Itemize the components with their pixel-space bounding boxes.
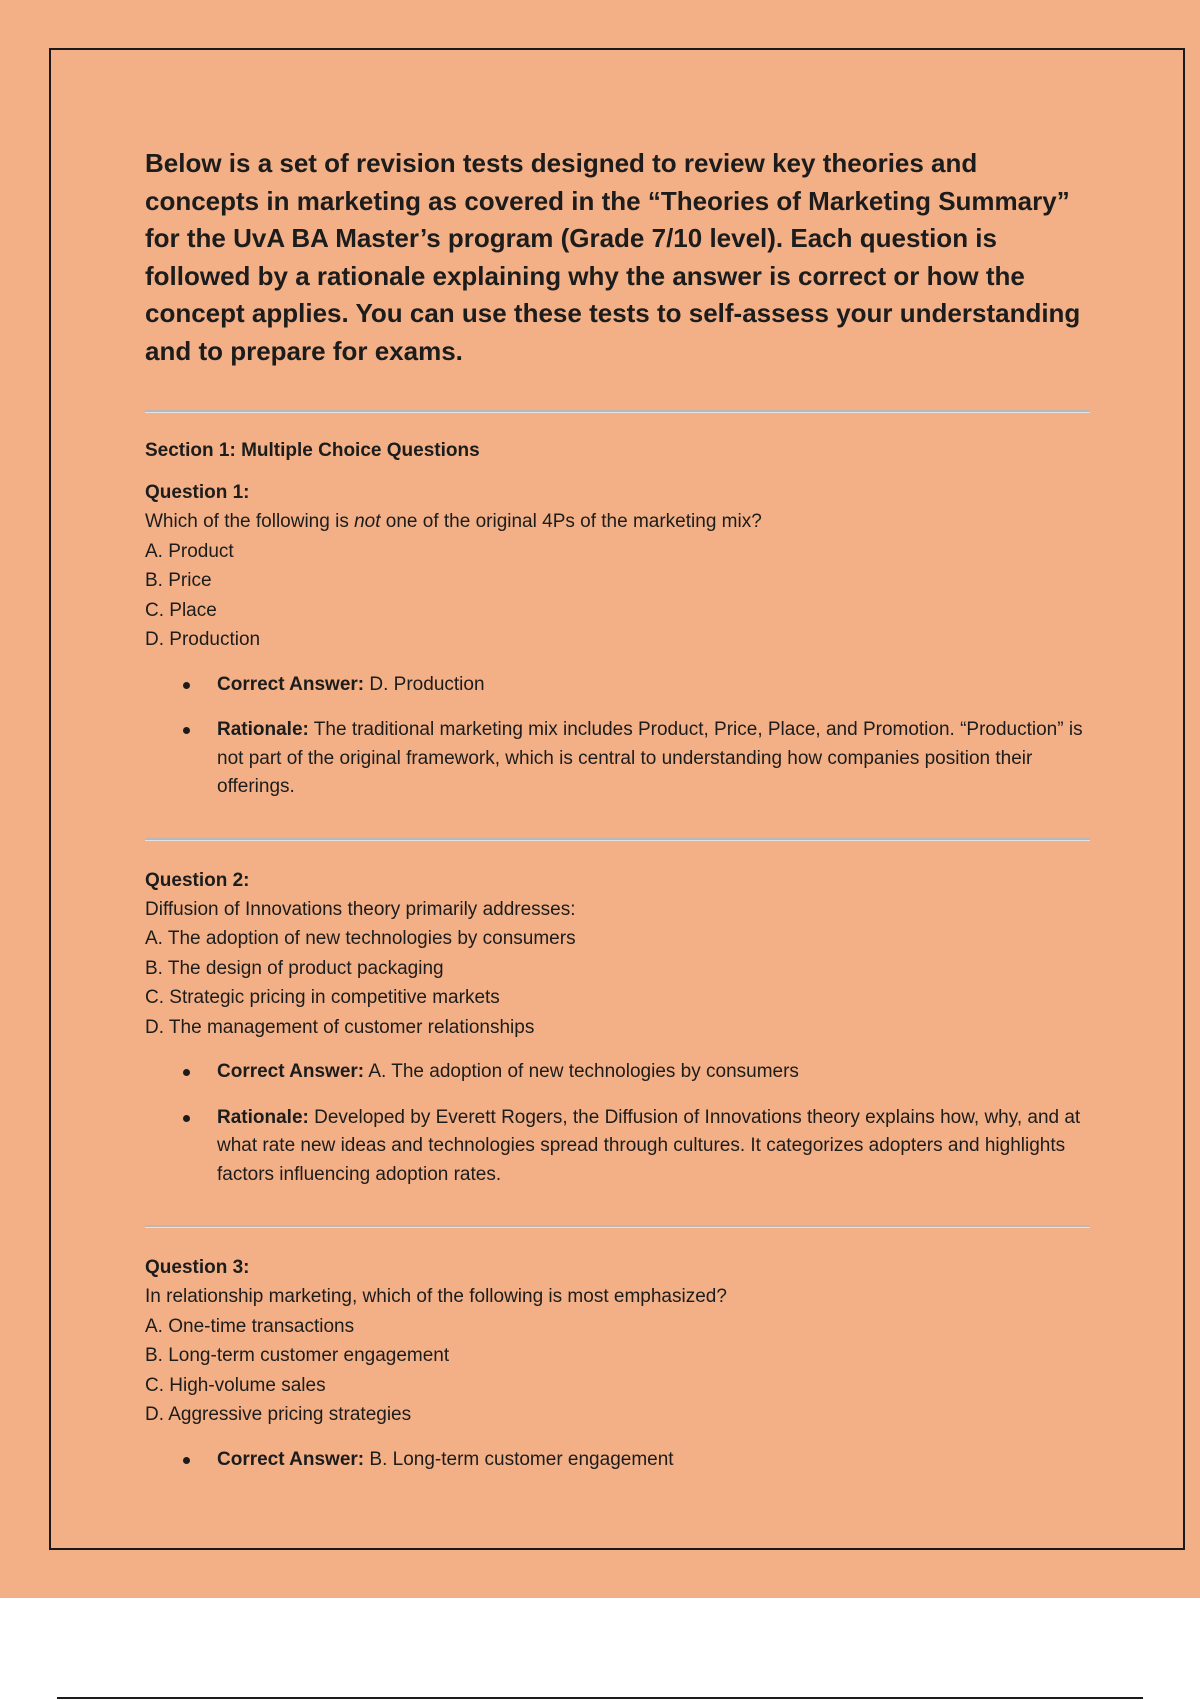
question-text <box>145 507 1090 537</box>
correct-answer-item <box>145 1058 1090 1087</box>
rationale-text: Developed by Everett Rogers, the Diffusion of Innovations theory explains how, why, and at what rate new ideas and technologies spread through cultures. It categorizes adopters and highlights factors influencing adoption rates. <box>217 1106 1081 1185</box>
option-b: B. Price <box>145 570 212 591</box>
option-d: D. Aggressive pricing strategies <box>145 1404 412 1425</box>
section-title: Section 1: Multiple Choice Questions <box>145 440 480 461</box>
option-a: A. The adoption of new technologies by consumers <box>145 928 576 949</box>
intro-paragraph: Below is a set of revision tests designed to review key theories and concepts in marketing as covered in the “Theories of Marketing Summary” for the UvA BA Master’s program (Grade 7/10 level). Each question is followed by a rationale explaining why the answer is correct or how the concept applies. You can use these tests to self-assess your understanding and to prepare for exams. <box>145 148 1081 366</box>
horizontal-rule <box>145 1225 1090 1228</box>
rationale-label: Rationale: <box>217 719 309 740</box>
correct-answer-label: Correct Answer: <box>217 1061 365 1082</box>
option-c: C. Place <box>145 599 217 621</box>
option-a: A. Product <box>145 540 234 562</box>
option-a: A. One-time transactions <box>145 1315 355 1337</box>
option-c: C. Strategic pricing in competitive markets <box>145 987 500 1008</box>
document-content <box>145 145 1090 1474</box>
rationale-item <box>145 716 1090 802</box>
answer-list <box>145 1058 1090 1189</box>
bullet-icon <box>183 727 190 734</box>
question-text-emphasis: not <box>354 511 381 532</box>
horizontal-rule <box>145 838 1090 841</box>
question-title: Question 2: <box>145 869 250 891</box>
correct-answer-value: A. The adoption of new technologies by consumers <box>364 1061 799 1082</box>
question-block-3 <box>145 1254 1090 1474</box>
question-block-2 <box>145 867 1090 1190</box>
correct-answer-item <box>145 671 1090 700</box>
option-b: B. The design of product packaging <box>145 957 444 979</box>
option-d: D. Production <box>145 629 261 650</box>
rationale-text: The traditional marketing mix includes Product, Price, Place, and Promotion. “Production” is not part of the original framework, which is central to understanding how companies position their offerings. <box>217 719 1083 797</box>
bullet-icon <box>183 1115 190 1122</box>
answer-list <box>145 1446 1090 1475</box>
horizontal-rule <box>145 410 1090 413</box>
answer-list <box>145 671 1090 802</box>
correct-answer-label: Correct Answer: <box>217 673 365 695</box>
correct-answer-value: D. Production <box>364 673 485 695</box>
question-text-part: one of the original 4Ps of the marketing mix? <box>380 511 762 532</box>
question-title: Question 3: <box>145 1257 250 1278</box>
footer-rule <box>57 1697 1143 1699</box>
option-d: D. The management of customer relationships <box>145 1016 535 1038</box>
question-block-1 <box>145 479 1090 802</box>
bullet-icon <box>183 682 190 689</box>
correct-answer-value: B. Long-term customer engagement <box>364 1448 674 1470</box>
correct-answer-item <box>145 1446 1090 1475</box>
question-text-part: Which of the following is <box>145 511 355 532</box>
option-c: C. High-volume sales <box>145 1374 326 1396</box>
question-text: In relationship marketing, which of the following is most emphasized? <box>145 1286 727 1307</box>
question-title: Question 1: <box>145 482 250 503</box>
bullet-icon <box>183 1457 190 1464</box>
correct-answer-label: Correct Answer: <box>217 1448 365 1470</box>
rationale-item <box>145 1104 1090 1190</box>
bullet-icon <box>183 1069 190 1076</box>
rationale-label: Rationale: <box>217 1106 309 1128</box>
option-b: B. Long-term customer engagement <box>145 1345 450 1366</box>
question-text: Diffusion of Innovations theory primarily addresses: <box>145 898 576 920</box>
